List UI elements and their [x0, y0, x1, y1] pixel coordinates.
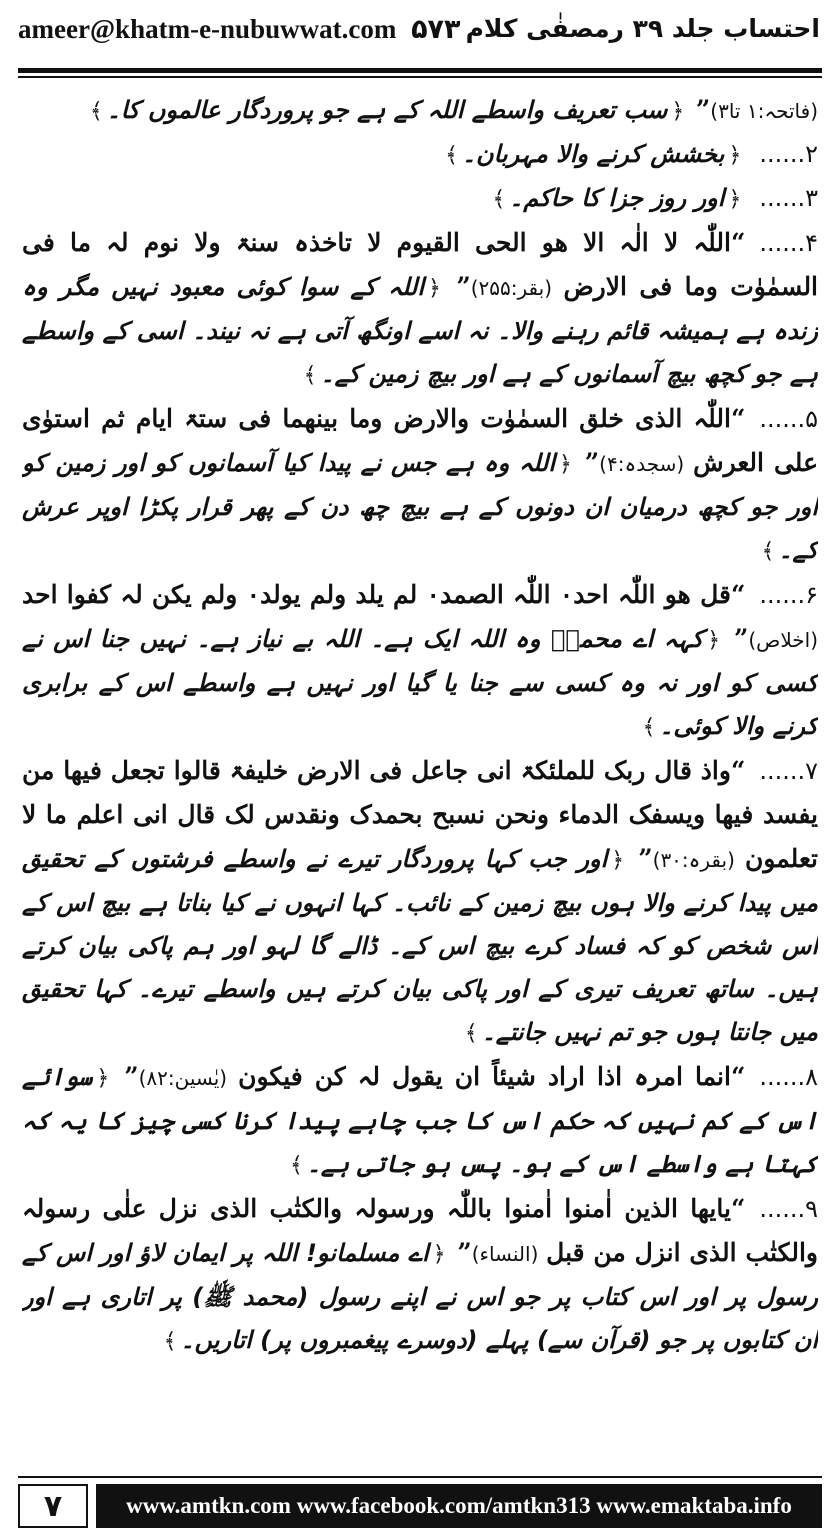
ornament-close-icon: ﴾ [163, 1329, 177, 1354]
page-header-left [18, 14, 461, 45]
urdu-translation: اور جب کہا پروردگار تیرے نے واسطے فرشتوں کے تحقیق میں پیدا کرنے والا ہوں بیچ زمین کے نائب۔ کہا انہوں نے کیا بناتا ہے بیچ اس کے اس شخص کو کہ فساد کرے بیچ اس کے۔ ڈالے گا لہو اور ہم پاکی بیان کرتے ہیں۔ ساتھ تعریف تیری کے اور پاکی بیان کرتے ہیں واسطے تیرے۔ کہا تحقیق میں جانتا ہوں جو تم نہیں جانتے۔ [22, 845, 818, 1046]
verse-paragraph [22, 1187, 818, 1363]
urdu-translation: اور روز جزا کا حاکم۔ [509, 184, 725, 212]
verse-number: ۷...... [759, 757, 818, 785]
surah-reference: (بقرہ:۳۰) [652, 848, 735, 872]
verse-number: ۲...... [759, 140, 818, 168]
urdu-translation: اللہ کے سوا کوئی معبود نہیں مگر وہ زندہ ہے ہمیشہ قائم رہنے والا۔ نہ اسے اونگھ آتی ہے نہ نیند۔ اسی کے واسطے ہے جو کچھ بیچ آسمانوں کے ہے اور بیچ زمین کے۔ [22, 273, 818, 388]
urdu-translation: سب تعریف واسطے اللہ کے ہے جو پروردگار عالموں کا۔ [106, 96, 668, 124]
footer-links: www.amtkn.com www.facebook.com/amtkn313 www.emaktaba.info [96, 1484, 822, 1528]
verse-number: ۹...... [759, 1195, 818, 1223]
ornament-close-icon: ﴾ [89, 99, 103, 124]
closing-quote: ” [695, 95, 711, 124]
email-address: ameer@khatm-e-nubuwwat.com [18, 14, 397, 44]
ornament-open-icon: ﴿ [671, 99, 685, 124]
verse-paragraph [22, 221, 818, 397]
ornament-close-icon: ﴾ [761, 539, 775, 564]
ornament-close-icon: ﴾ [303, 363, 317, 388]
verse-number: ۶...... [759, 581, 818, 609]
verse-paragraph [22, 397, 818, 573]
header-rule-thick [18, 68, 822, 73]
verse-list [22, 88, 818, 1428]
surah-reference: (فاتحہ:۱ تا۳) [710, 99, 818, 123]
urdu-translation: کہہ اے محمدؐ وہ اللہ ایک ہے۔ اللہ بے نیاز ہے۔ نہیں جنا اس نے کسی کو اور نہ وہ کسی سے جنا یا گیا اور نہیں ہے واسطے اس کے برابری کرنے والا کوئی۔ [22, 625, 818, 740]
verse-paragraph [22, 88, 818, 133]
verse-paragraph [22, 177, 818, 221]
arabic-verse: “اللّٰہ لا الٰہ الا ھو الحی القیوم لا تاخذہ سنۃ ولا نوم لہ ما فی السمٰوٰت وما فی الارض [22, 228, 818, 301]
verse-number: ۳...... [759, 184, 818, 212]
arabic-verse: “اللّٰہ الذی خلق السمٰوٰت والارض وما بینھما فی ستۃ ایام ثم استوٰی علی العرش [22, 404, 818, 477]
page-number: ۵۷۳ [411, 14, 461, 45]
ornament-close-icon: ﴾ [289, 1153, 303, 1178]
verse-paragraph [22, 749, 818, 1055]
arabic-verse: “واذ قال ربک للملئکۃ انی جاعل فی الارض خلیفۃ قالوا تجعل فیھا من یفسد فیھا ویسفک الدماء ونحن نسبح بحمدک ونقدس لک قال انی اعلم ما لا تعلمون [22, 756, 818, 873]
closing-quote: ” [733, 624, 749, 653]
verse-number: ۸...... [759, 1063, 818, 1091]
verse-number: ۵...... [759, 405, 818, 433]
closing-quote: ” [584, 448, 600, 477]
verse-paragraph [22, 573, 818, 749]
arabic-verse: “یایھا الذین اٰمنوا اٰمنوا باللّٰہ ورسولہ والکتٰب الذی نزل علٰی رسولہ والکتٰب الذی انزل من قبل [22, 1194, 818, 1267]
surah-reference: (اخلاص) [748, 628, 818, 652]
ornament-close-icon: ﴾ [464, 1021, 478, 1046]
ornament-close-icon: ﴾ [445, 143, 458, 168]
surah-reference: (سجدہ:۴) [599, 452, 685, 476]
book-title: احتساب جلد ۳۹ رمصفٰی کلام [465, 14, 820, 43]
footer-rule [18, 1476, 822, 1478]
closing-quote: ” [456, 272, 471, 301]
urdu-translation: سوائے اس کے کم نہیں کہ حکم اس کا جب چاہے پیدا کرنا کسی چیز کا یہ کہ کہتا ہے واسطے اس کے ہو۔ پس ہو جاتی ہے۔ [22, 1063, 818, 1178]
ornament-open-icon: ﴿ [707, 628, 721, 653]
verse-paragraph [22, 1055, 818, 1187]
ornament-open-icon: ﴿ [559, 452, 572, 477]
ornament-open-icon: ﴿ [428, 276, 441, 301]
arabic-verse: “انما امرہ اذا اراد شیئاً ان یقول لہ کن فیکون [238, 1062, 746, 1091]
ornament-open-icon: ﴿ [96, 1066, 110, 1091]
ornament-close-icon: ﴾ [642, 715, 656, 740]
surah-reference: (النساء) [471, 1242, 539, 1266]
closing-quote: ” [638, 844, 653, 873]
surah-reference: (بقر:۲۵۵) [470, 276, 553, 300]
verse-number: ۴...... [759, 229, 818, 257]
urdu-translation: اے مسلمانو! اللہ پر ایمان لاؤ اور اس کے رسول پر اور اس کتاب پر جو اس نے اپنے رسول (محمد ﷺ) پر اتاری ہے اور ان کتابوں پر جو (قرآن سے) پہلے (دوسرے پیغمبروں پر) اتاریں۔ [22, 1239, 818, 1354]
closing-quote: ” [124, 1062, 139, 1091]
ornament-open-icon: ﴿ [728, 143, 742, 168]
urdu-translation: اللہ وہ ہے جس نے پیدا کیا آسمانوں کو اور زمین کو اور جو کچھ درمیان ان دونوں کے ہے بیچ چھ دن کے پھر قرار پکڑا اوپر عرش کے۔ [22, 449, 818, 564]
verse-paragraph [22, 133, 818, 177]
header-rule-thin [18, 76, 822, 78]
ornament-open-icon: ﴿ [611, 848, 625, 873]
footer-page-marker: ۷ [18, 1484, 88, 1528]
arabic-verse: “قل ھو اللّٰہ احد۰ اللّٰہ الصمد۰ لم یلد ولم یولد۰ ولم یکن لہ کفوا احد [22, 580, 746, 609]
closing-quote: ” [457, 1238, 472, 1267]
ornament-close-icon: ﴾ [492, 187, 506, 212]
urdu-translation: بخشش کرنے والا مہربان۔ [461, 140, 725, 168]
ornament-open-icon: ﴿ [432, 1242, 446, 1267]
ornament-open-icon: ﴿ [728, 187, 742, 212]
surah-reference: (یٰسین:۸۲) [138, 1066, 228, 1090]
